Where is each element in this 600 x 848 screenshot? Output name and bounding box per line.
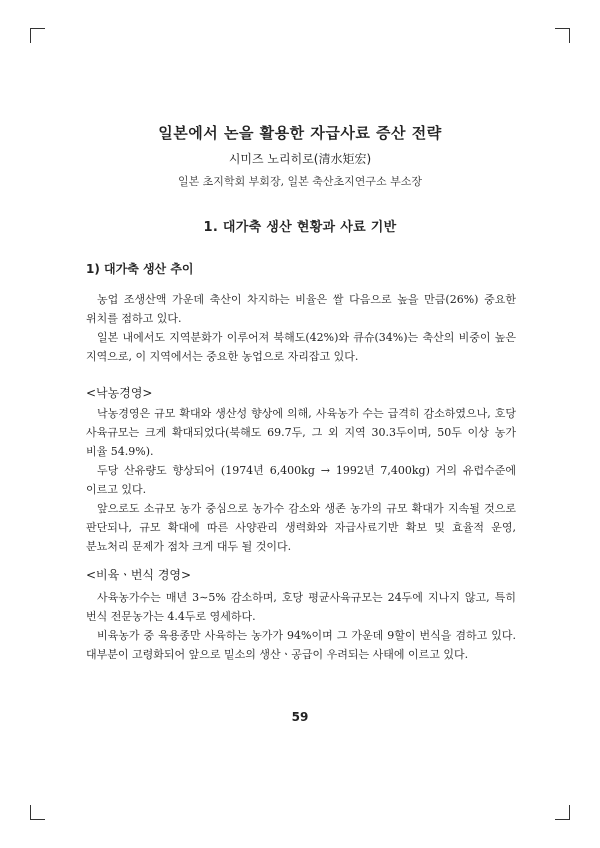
subsection-heading: 1) 대가축 생산 추이: [86, 262, 194, 276]
dairy-section-label: <낙농경영>: [86, 386, 153, 400]
crop-mark-bottom-right: [555, 805, 570, 820]
author-name: 시미즈 노리히로(清水矩宏): [228, 152, 372, 166]
dairy-section-label-wrap: [86, 384, 516, 401]
paragraph: 두당 산유량도 향상되어 (1974년 6,400kg → 1992년 7,400kg) 거의 유럽수준에 이르고 있다.: [86, 464, 516, 496]
dairy-text: [86, 404, 516, 556]
article-title: 일본에서 논을 활용한 자급사료 증산 전략: [158, 124, 442, 142]
paragraph: 사육농가수는 매년 3∼5% 감소하며, 호당 평균사육규모는 24두에 지나지 않고, 특히 번식 전문농가는 4.4두로 영세하다.: [86, 591, 516, 623]
crop-mark-top-right: [555, 28, 570, 43]
article-header: [0, 122, 600, 189]
page-number: 59: [291, 710, 309, 724]
crop-mark-bottom-left: [30, 805, 45, 820]
paragraph: 비육농가 중 육용종만 사육하는 농가가 94%이며 그 가운데 9할이 번식을 겸하고 있다. 대부분이 고령화되어 앞으로 밑소의 생산ㆍ공급이 우려되는 사태에 이르고 있다.: [86, 629, 516, 661]
section-heading: 1. 대가축 생산 현황과 사료 기반: [203, 220, 397, 235]
paragraph: 앞으로도 소규모 농가 중심으로 농가수 감소와 생존 농가의 규모 확대가 지속될 것으로 판단되나, 규모 확대에 따른 사양관리 생력화와 자급사료기반 확보 및 효율적 운영, 분뇨처리 문제가 점차 크게 대두 될 것이다.: [86, 502, 516, 553]
beef-section-label: <비육ㆍ번식 경영>: [86, 568, 192, 582]
paragraph: 농업 조생산액 가운데 축산이 차지하는 비율은 쌀 다음으로 높을 만큼(26%) 중요한 위치를 점하고 있다.: [86, 293, 516, 325]
author-affiliation: 일본 초지학회 부회장, 일본 축산초지연구소 부소장: [177, 175, 423, 188]
beef-text: [86, 588, 516, 664]
beef-section-label-wrap: [86, 566, 516, 583]
intro-text: [86, 290, 516, 366]
paragraph: 일본 내에서도 지역분화가 이루어져 북해도(42%)와 큐슈(34%)는 축산의 비중이 높은 지역으로, 이 지역에서는 중요한 농업으로 자리잡고 있다.: [86, 331, 516, 363]
paragraph: 낙농경영은 규모 확대와 생산성 향상에 의해, 사육농가 수는 급격히 감소하였으나, 호당 사육규모는 크게 확대되었다(북해도 69.7두, 그 외 지역 30.3두이며, 50두 이상 농가 비율 54.9%).: [86, 407, 516, 458]
crop-mark-top-left: [30, 28, 45, 43]
